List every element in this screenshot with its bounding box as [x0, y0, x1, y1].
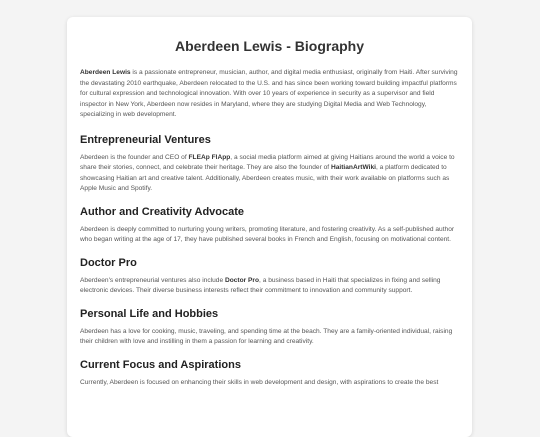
doctor-pro-text-2: , a business based in Haiti that specializes in fixing and selling electronic devices. Their diverse business interests reflect their commitment to innovation and community support. — [80, 276, 441, 294]
heading-personal-life: Personal Life and Hobbies — [80, 307, 219, 320]
biography-card — [67, 17, 472, 437]
intro-text: is a passionate entrepreneur, musician, author, and digital media enthusiast, originally from Haiti. After surviving the devastating 2010 earthquake, Aberdeen relocated to the U.S. and has since been working toward building impactful platforms for cultural expression and technological innovation. With over 10 years of experience in security as a supervisor and field inspector in New York, Aberdeen now resides in Maryland, where they are studying Digital Media and Web Technology, specializing in web development. — [80, 69, 458, 118]
intro-name: Aberdeen Lewis — [80, 69, 131, 76]
doctor-pro-paragraph — [80, 276, 459, 297]
personal-paragraph: Aberdeen has a love for cooking, music, traveling, and spending time at the beach. They are a family-oriented individual, raising their children with love and instilling in them a passion for learning and creativity. — [80, 327, 453, 345]
heading-author-creativity: Author and Creativity Advocate — [80, 205, 245, 218]
author-paragraph: Aberdeen is deeply committed to nurturing young writers, promoting literature, and fostering creativity. As a self-published author who began writing at the age of 17, they have published several books in French and English, focusing on motivational content. — [80, 225, 455, 243]
heading-doctor-pro: Doctor Pro — [80, 256, 137, 269]
entrepreneurial-text-3: , a platform dedicated to showcasing Haitian art and creative talent. Additionally, Aberdeen creates music, with their work available on platforms such as Apple Music and Spotify. — [80, 164, 450, 192]
entrepreneurial-text-2: , a social media platform aimed at giving Haitians around the world a voice to share their stories, connect, and celebrate their heritage. They are also the founder of — [80, 153, 455, 171]
doctor-pro-text-1: Aberdeen's entrepreneurial ventures also include — [80, 276, 225, 284]
heading-entrepreneurial-ventures: Entrepreneurial Ventures — [80, 133, 211, 146]
current-paragraph: Currently, Aberdeen is focused on enhancing their skills in web development and design, with aspirations to create the best — [80, 378, 439, 386]
doctor-pro-name: Doctor Pro — [224, 276, 260, 284]
entrepreneurial-paragraph — [80, 153, 459, 195]
fleap-flapp-name: FLEAp FlApp — [188, 153, 231, 161]
heading-current-focus: Current Focus and Aspirations — [80, 358, 241, 371]
entrepreneurial-text-1: Aberdeen is the founder and CEO of — [80, 153, 189, 161]
intro-paragraph — [80, 68, 459, 121]
page-title: Aberdeen Lewis - Biography — [174, 38, 365, 54]
haitian-art-wiki-name: HaitianArtWiki — [330, 164, 376, 171]
